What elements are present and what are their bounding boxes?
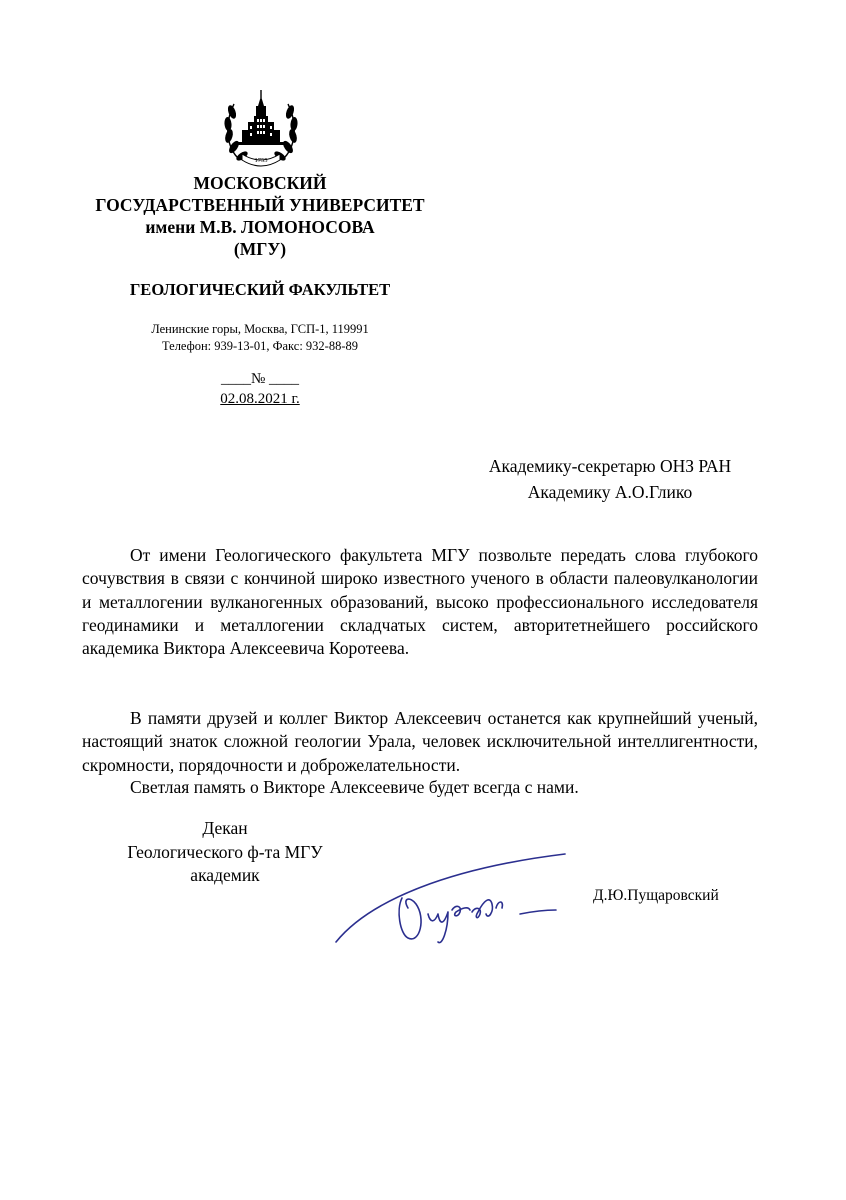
addressee bbox=[400, 453, 820, 505]
document-date: 02.08.2021 г. bbox=[220, 391, 300, 407]
signatory-title bbox=[100, 817, 350, 888]
paragraph-text: От имени Геологического факультета МГУ позвольте передать слова глубокого сочувствия в связи с кончиной широко известного ученого в области палеовулканологии и металлогении вулканогенных образований, высоко профессионального исследователя геодинамики и металлогении складчатых систем, авторитетнейшего российского академика Виктора Алексеевича Коротеева. bbox=[82, 545, 758, 659]
contact-block bbox=[60, 321, 460, 355]
addressee-line: Академику А.О.Глико bbox=[527, 482, 693, 502]
address-line: Ленинские горы, Москва, ГСП-1, 119991 bbox=[151, 322, 369, 336]
body-paragraph bbox=[82, 707, 758, 777]
signatory-name: Д.Ю.Пущаровский bbox=[593, 887, 719, 904]
faculty-name: ГЕОЛОГИЧЕСКИЙ ФАКУЛЬТЕТ bbox=[129, 280, 391, 299]
paragraph-text: Светлая память о Викторе Алексеевиче будет всегда с нами. bbox=[130, 777, 579, 797]
document-number-block bbox=[60, 369, 460, 409]
signatory-title-line: Геологического ф-та МГУ bbox=[127, 841, 323, 862]
university-line: МОСКОВСКИЙ bbox=[193, 173, 327, 193]
paragraph-text: В памяти друзей и коллег Виктор Алексеевич останется как крупнейший ученый, настоящий знаток сложной геологии Урала, человек исключительной интеллигентности, скромности, порядочности и доброжелательности. bbox=[82, 708, 758, 775]
handwritten-signature bbox=[330, 850, 570, 960]
body-paragraph bbox=[82, 776, 758, 799]
msu-emblem-icon bbox=[220, 84, 302, 170]
document-number: ____№ ____ bbox=[220, 371, 300, 387]
university-line: (МГУ) bbox=[233, 239, 287, 259]
university-name bbox=[60, 172, 460, 260]
university-line: имени М.В. ЛОМОНОСОВА bbox=[145, 217, 375, 237]
phone-fax-line: Телефон: 939-13-01, Факс: 932-88-89 bbox=[161, 339, 358, 353]
emblem-year: 1755 bbox=[254, 157, 268, 164]
signatory-title-line: академик bbox=[190, 865, 260, 885]
signatory-title-line: Декан bbox=[202, 818, 248, 838]
body-paragraph bbox=[82, 544, 758, 660]
addressee-line: Академику-секретарю ОНЗ РАН bbox=[488, 456, 732, 476]
university-line: ГОСУДАРСТВЕННЫЙ УНИВЕРСИТЕТ bbox=[95, 195, 425, 215]
